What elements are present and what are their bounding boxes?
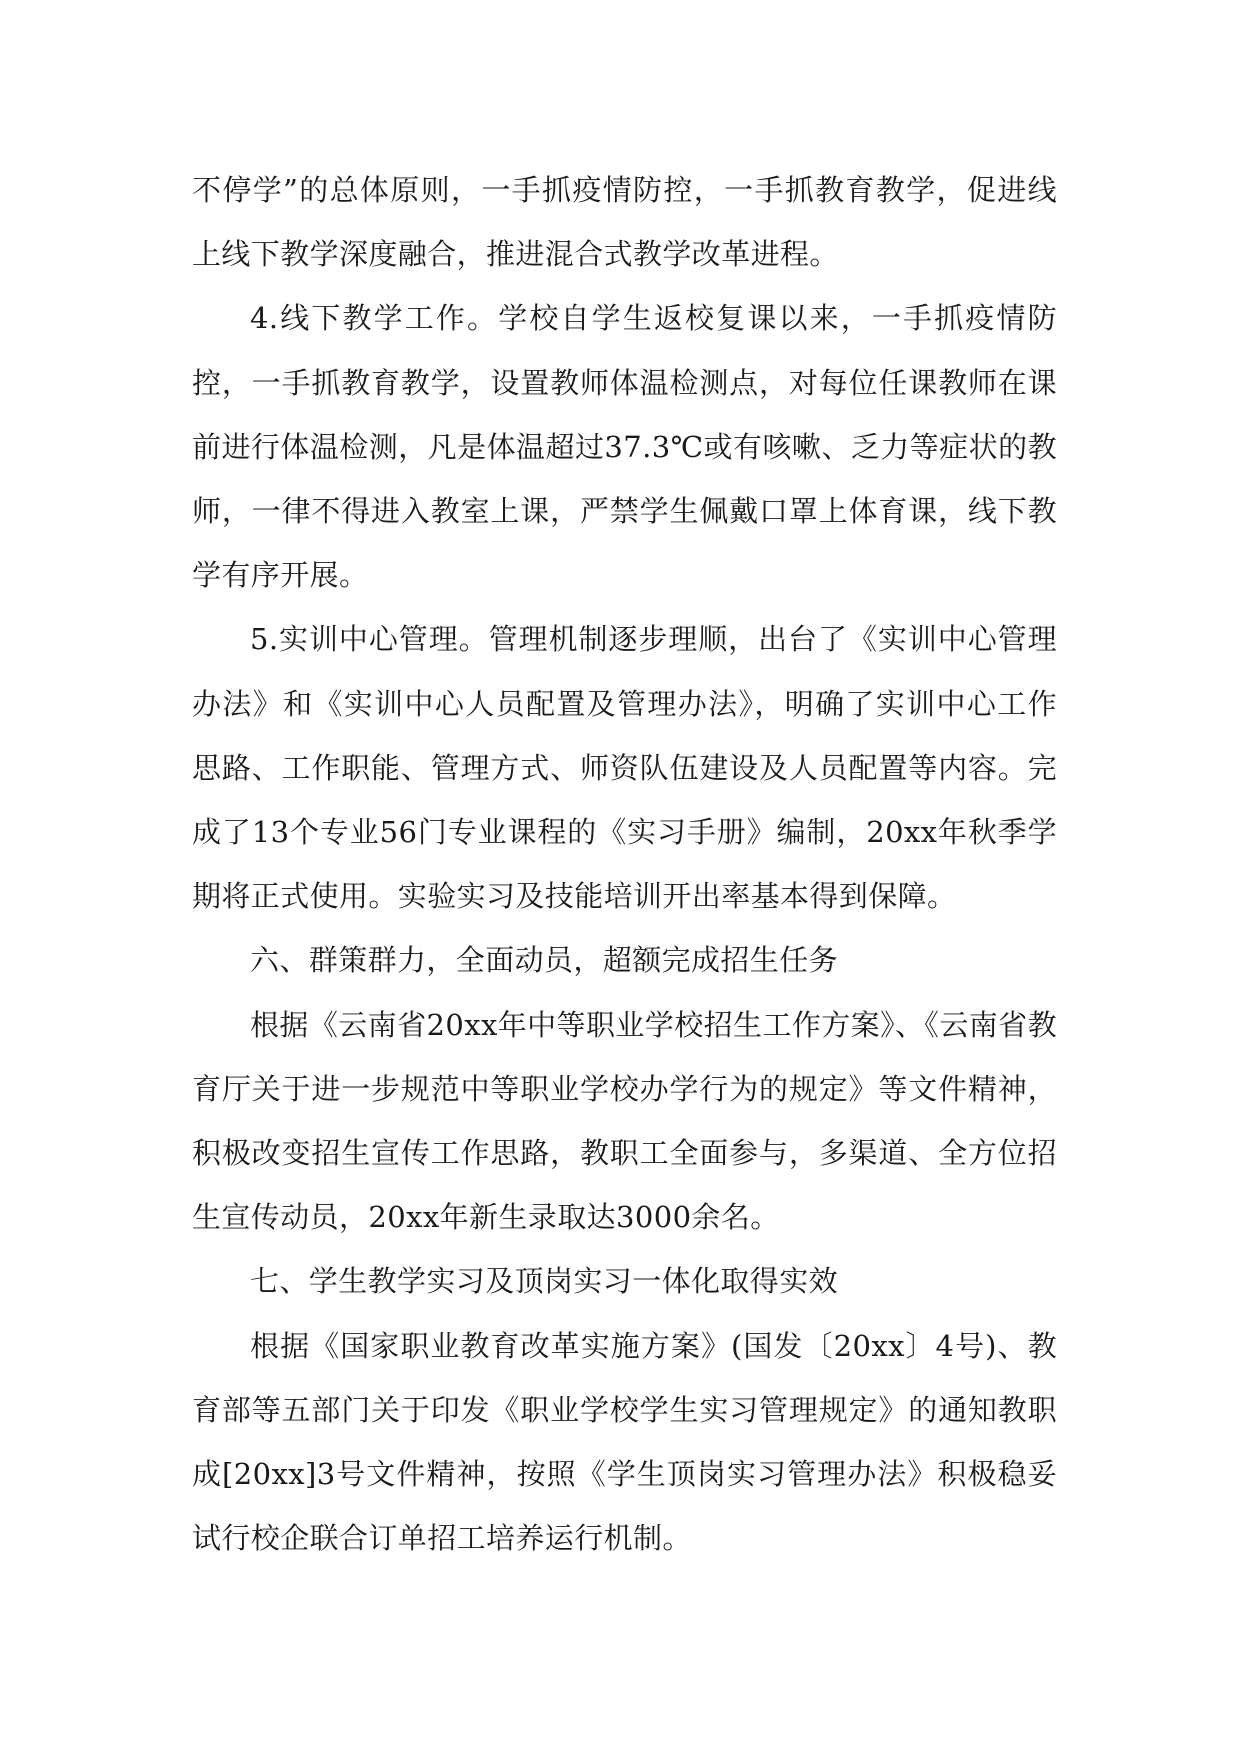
document-body bbox=[192, 158, 1057, 1570]
paragraph-continuation: 不停学”的总体原则，一手抓疫情防控，一手抓教育教学，促进线上线下教学深度融合，推进混合式教学改革进程。 bbox=[192, 173, 1057, 272]
paragraph-internship: 根据《国家职业教育改革实施方案》(国发〔20xx〕4号)、教育部等五部门关于印发《职业学校学生实习管理规定》的通知教职成[20xx]3号文件精神，按照《学生顶岗实习管理办法》积极稳妥试行校企联合订单招工培养运行机制。 bbox=[192, 1328, 1057, 1556]
section-heading-internship: 七、学生教学实习及顶岗实习一体化取得实效 bbox=[250, 1264, 839, 1299]
paragraph-offline-teaching: 4.线下教学工作。学校自学生返校复课以来，一手抓疫情防控，一手抓教育教学，设置教师体温检测点，对每位任课教师在课前进行体温检测，凡是体温超过37.3℃或有咳嗽、乏力等症状的教师，一律不得进入教室上课，严禁学生佩戴口罩上体育课，线下教学有序开展。 bbox=[192, 301, 1057, 593]
paragraph-training-center: 5.实训中心管理。管理机制逐步理顺，出台了《实训中心管理办法》和《实训中心人员配置及管理办法》，明确了实训中心工作思路、工作职能、管理方式、师资队伍建设及人员配置等内容。完成了13个专业56门专业课程的《实习手册》编制，20xx年秋季学期将正式使用。实验实习及技能培训开出率基本得到保障。 bbox=[192, 622, 1057, 914]
paragraph-enrollment: 根据《云南省20xx年中等职业学校招生工作方案》、《云南省教育厅关于进一步规范中等职业学校办学行为的规定》等文件精神，积极改变招生宣传工作思路，教职工全面参与，多渠道、全方位招生宣传动员，20xx年新生录取达3000余名。 bbox=[192, 1007, 1057, 1235]
section-heading-enrollment: 六、群策群力，全面动员，超额完成招生任务 bbox=[250, 943, 839, 978]
